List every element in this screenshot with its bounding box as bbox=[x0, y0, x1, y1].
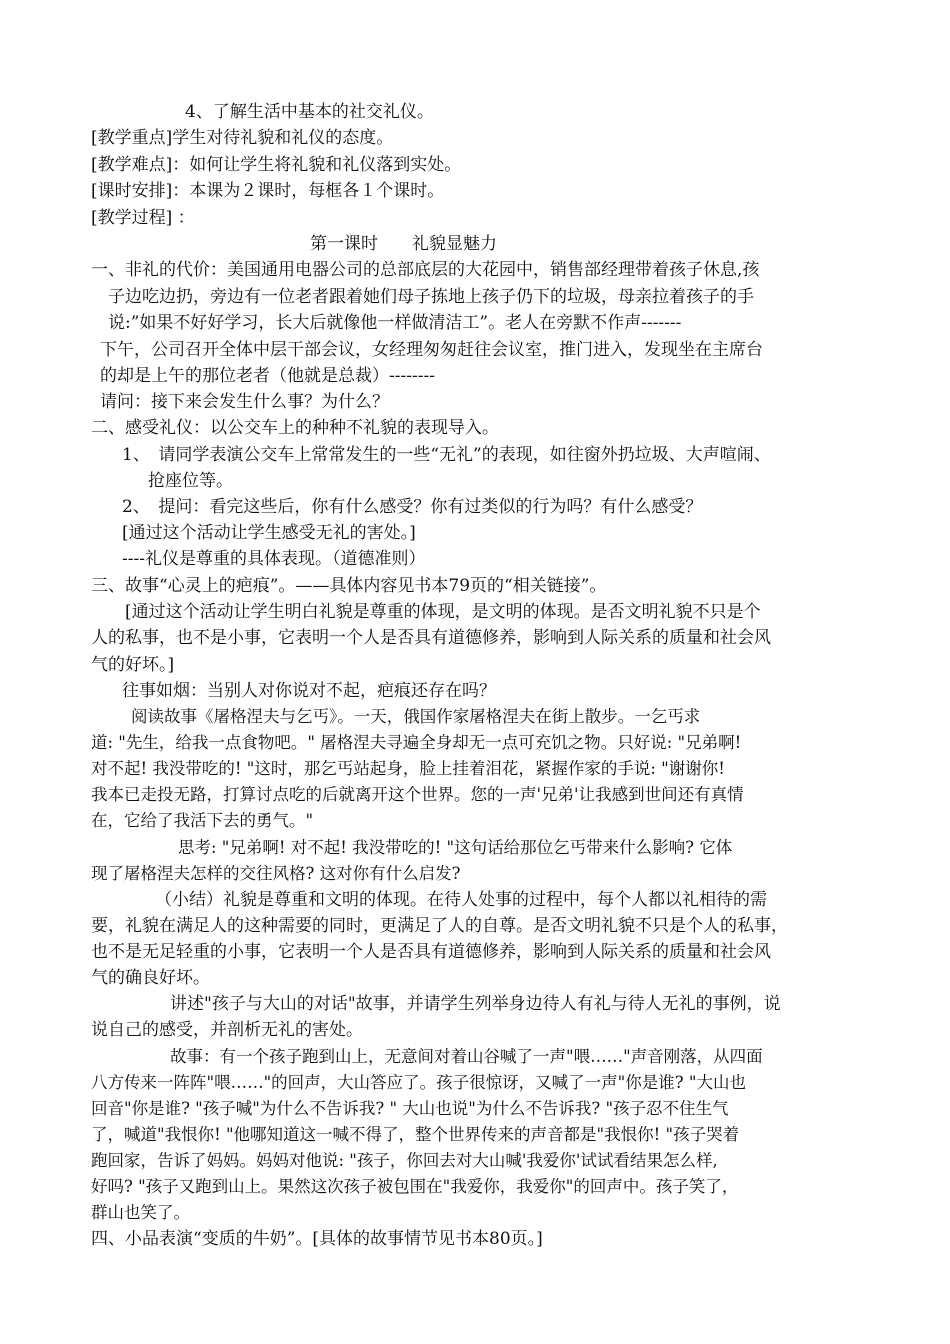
story-1-line: 在，它给了我活下去的勇气。" bbox=[91, 811, 314, 830]
story-1-line: 道: "先生，给我一点食物吧。" 屠格涅夫寻遍全身却无一点可充饥之物。只好说: "兄弟啊! bbox=[91, 733, 742, 752]
section-2-item-1-cont: 抢座位等。 bbox=[148, 471, 233, 491]
story-2-line: 好吗? "孩子又跑到山上。果然这次孩子被包围在"我爱你，我爱你"的回声中。孩子笑了， bbox=[91, 1177, 739, 1196]
class-schedule: [课时安排]：本课为２课时，每框各１个课时。 bbox=[91, 181, 445, 201]
summary-line: 气的确良好坏。 bbox=[91, 968, 210, 988]
section-1-line: 的却是上午的那位老者（他就是总裁）-------- bbox=[100, 366, 435, 386]
teaching-focus: [教学重点]学生对待礼貌和礼仪的态度。 bbox=[91, 128, 394, 148]
section-3-note: 人的私事，也不是小事，它表明一个人是否具有道德修养，影响到人际关系的质量和社会风 bbox=[91, 628, 771, 648]
section-2-item-1: 1、 请同学表演公交车上常常发生的一些“无礼”的表现，如往窗外扔垃圾、大声喧闹、 bbox=[122, 445, 771, 465]
section-2-note: [通过这个活动让学生感受无礼的害处。] bbox=[122, 523, 416, 543]
lesson-title: 第一课时 礼貌显魅力 bbox=[310, 234, 497, 254]
section-3-note: [通过这个活动让学生明白礼貌是尊重的体现，是文明的体现。是否文明礼貌不只是个 bbox=[125, 602, 761, 622]
section-1-line: 下午，公司召开全体中层干部会议，女经理匆匆赶往会议室，推门进入，发现坐在主席台 bbox=[100, 340, 763, 360]
section-1-line: 一、非礼的代价：美国通用电器公司的总部底层的大花园中，销售部经理带着孩子休息,孩 bbox=[91, 260, 760, 280]
section-1-question: 请问：接下来会发生什么事？为什么？ bbox=[100, 392, 389, 412]
section-1-line: 说:”如果不好好学习，长大后就像他一样做清洁工”。老人在旁默不作声------- bbox=[108, 313, 682, 333]
section-3-note: 气的好坏。] bbox=[91, 655, 175, 675]
story-2-line: 八方传来一阵阵"喂……"的回声，大山答应了。孩子很惊讶，又喊了一声"你是谁? "大山也 bbox=[91, 1073, 746, 1092]
teaching-process-heading: [教学过程] ： bbox=[91, 208, 195, 228]
story-2-line: 跑回家，告诉了妈妈。妈妈对他说: "孩子，你回去对大山喊'我爱你'试试看结果怎么样, bbox=[91, 1151, 718, 1170]
story-2-line: 故事：有一个孩子跑到山上，无意间对着山谷喊了一声"喂……"声音刚落，从四面 bbox=[170, 1047, 763, 1066]
story-1-reflection: 现了屠格涅夫怎样的交往风格? 这对你有什么启发? bbox=[91, 864, 461, 883]
story-2-intro: 讲述"孩子与大山的对话"故事，并请学生列举身边待人有礼与待人无礼的事例，说 bbox=[170, 994, 781, 1014]
summary-line: 要，礼貌在满足人的这种需要的同时，更满足了人的自尊。是否文明礼貌不只是个人的私事， bbox=[91, 916, 788, 936]
story-1-line: 对不起! 我没带吃的! "这时，那乞丐站起身，脸上挂着泪花，紧握作家的手说: "谢谢你! bbox=[91, 759, 725, 778]
section-3-heading: 三、故事“心灵上的疤痕”。——具体内容见书本79页的“相关链接”。 bbox=[91, 576, 607, 596]
section-1-line: 子边吃边扔，旁边有一位老者跟着她们母子拣地上孩子仍下的垃圾，母亲拉着孩子的手 bbox=[108, 287, 754, 307]
section-2-item-2: 2、 提问：看完这些后，你有什么感受？你有过类似的行为吗？有什么感受？ bbox=[122, 497, 703, 517]
teaching-difficulty: [教学难点]：如何让学生将礼貌和礼仪落到实处。 bbox=[91, 155, 462, 175]
objective-item-4: 4、了解生活中基本的社交礼仪。 bbox=[185, 102, 434, 122]
section-3-question: 往事如烟：当别人对你说对不起，疤痕还存在吗？ bbox=[122, 681, 496, 701]
section-4-heading: 四、小品表演“变质的牛奶”。[具体的故事情节见书本80页。] bbox=[91, 1229, 543, 1249]
story-2-line: 群山也笑了。 bbox=[91, 1203, 190, 1222]
story-1-reflection: 思考: "兄弟啊! 对不起! 我没带吃的! "这句话给那位乞丐带来什么影响? 它体 bbox=[178, 838, 733, 857]
story-1-line: 我本已走投无路，打算讨点吃的后就离开这个世界。您的一声'兄弟'让我感到世间还有真情 bbox=[91, 785, 744, 804]
section-2-heading: 二、感受礼仪：以公交车上的种种不礼貌的表现导入。 bbox=[91, 418, 499, 438]
summary-line: 也不是无足轻重的小事，它表明一个人是否具有道德修养，影响到人际关系的质量和社会风 bbox=[91, 942, 771, 962]
story-1-line: 阅读故事《屠格涅夫与乞丐》。一天，俄国作家屠格涅夫在街上散步。一乞丐求 bbox=[131, 707, 701, 726]
story-2-line: 了，喊道"我恨你! "他哪知道这一喊不得了，整个世界传来的声音都是"我恨你! "孩子哭着 bbox=[91, 1125, 740, 1144]
story-2-line: 回音"你是谁? "孩子喊"为什么不告诉我? " 大山也说"为什么不告诉我? "孩子忍不住生气 bbox=[91, 1099, 729, 1118]
section-2-conclusion: ----礼仪是尊重的具体表现。（道德准则） bbox=[122, 549, 426, 569]
summary-line: （小结）礼貌是尊重和文明的体现。在待人处事的过程中，每个人都以礼相待的需 bbox=[155, 890, 767, 910]
story-2-intro: 说自己的感受，并剖析无礼的害处。 bbox=[91, 1020, 363, 1040]
